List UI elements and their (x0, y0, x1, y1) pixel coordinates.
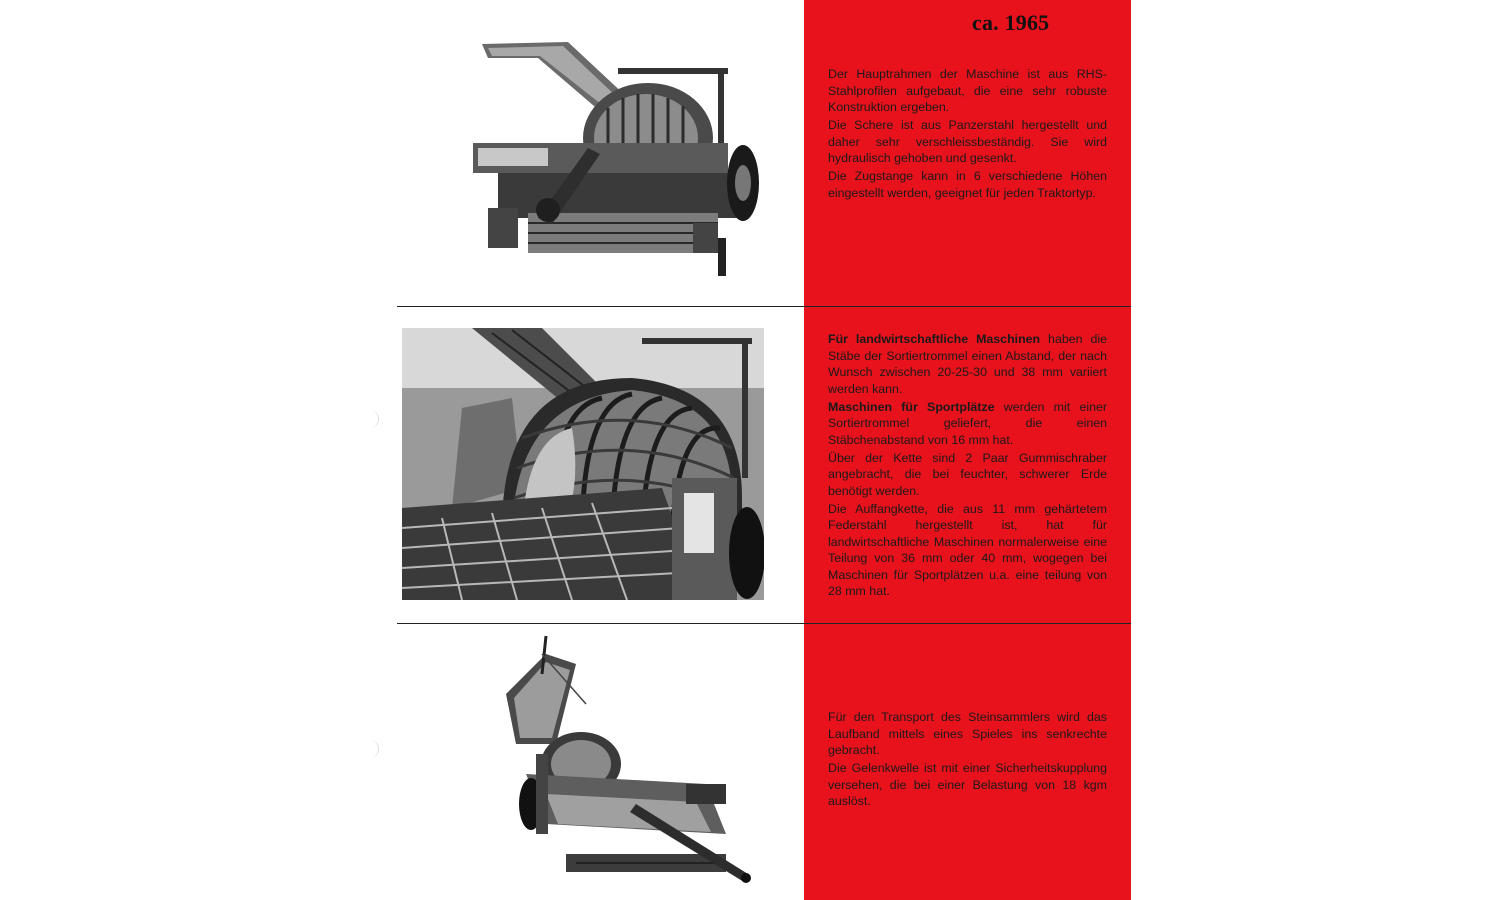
paragraph-rest: haben die Stäbe der Sortiertrommel einen Abstand, der nach Wunsch zwischen 20-25-30 und 38 mm variiert werden kann. (828, 332, 1107, 396)
paragraph (828, 331, 1107, 397)
paragraph: Über der Kette sind 2 Paar Gummischraber angebracht, die bei feuchter, schwerer Erde benötigt werden. (828, 450, 1107, 498)
paragraph-rest: werden mit einer Sortiertrommel geliefert, die einen Stäbchenabstand von 16 mm hat. (828, 399, 1107, 447)
section-1-text (828, 66, 1107, 203)
transport-position-photo (486, 634, 776, 884)
bold-lead: Für landwirtschaftliche Maschinen (828, 332, 1041, 346)
paragraph: Die Zugstange kann in 6 verschiedene Höhen eingestellt werden, geeignet für jeden Traktortyp. (828, 169, 1107, 200)
paragraph: Die Auffangkette, die aus 11 mm gehärtetem Federstahl hergestellt ist, hat für landwirtschaftliche Maschinen normalerweise eine Teilung von 36 mm oder 40 mm, wogegen bei Maschinen für Sportplätzen u.a. eine teilung von 28 mm hat. (828, 501, 1107, 598)
section-2-text (828, 331, 1107, 601)
paragraph: Die Schere ist aus Panzerstahl hergestellt und daher sehr verschleissbeständig. Sie wird hydraulisch gehoben und gesenkt. (828, 118, 1107, 165)
section-divider (397, 623, 1131, 624)
machine-front-photo (468, 38, 768, 278)
binder-hole-mark (370, 410, 379, 428)
binder-hole-mark (370, 740, 379, 758)
section-3-text (828, 709, 1107, 811)
bold-lead: Maschinen für Sportplätze (828, 399, 995, 414)
section-divider (397, 306, 1131, 307)
paragraph: Für den Transport des Steinsammlers wird das Laufband mittels eines Spieles ins senkrechte gebracht. (828, 710, 1107, 757)
paragraph (828, 399, 1107, 449)
paragraph: Die Gelenkwelle ist mit einer Sicherheitskupplung versehen, die bei einer Belastung von 18 kgm auslöst. (828, 761, 1107, 808)
year-heading: ca. 1965 (972, 10, 1050, 35)
sorting-drum-photo (402, 328, 764, 600)
paragraph: Der Hauptrahmen der Maschine ist aus RHS-Stahlprofilen aufgebaut, die eine sehr robuste Konstruktion ergeben. (828, 67, 1107, 114)
